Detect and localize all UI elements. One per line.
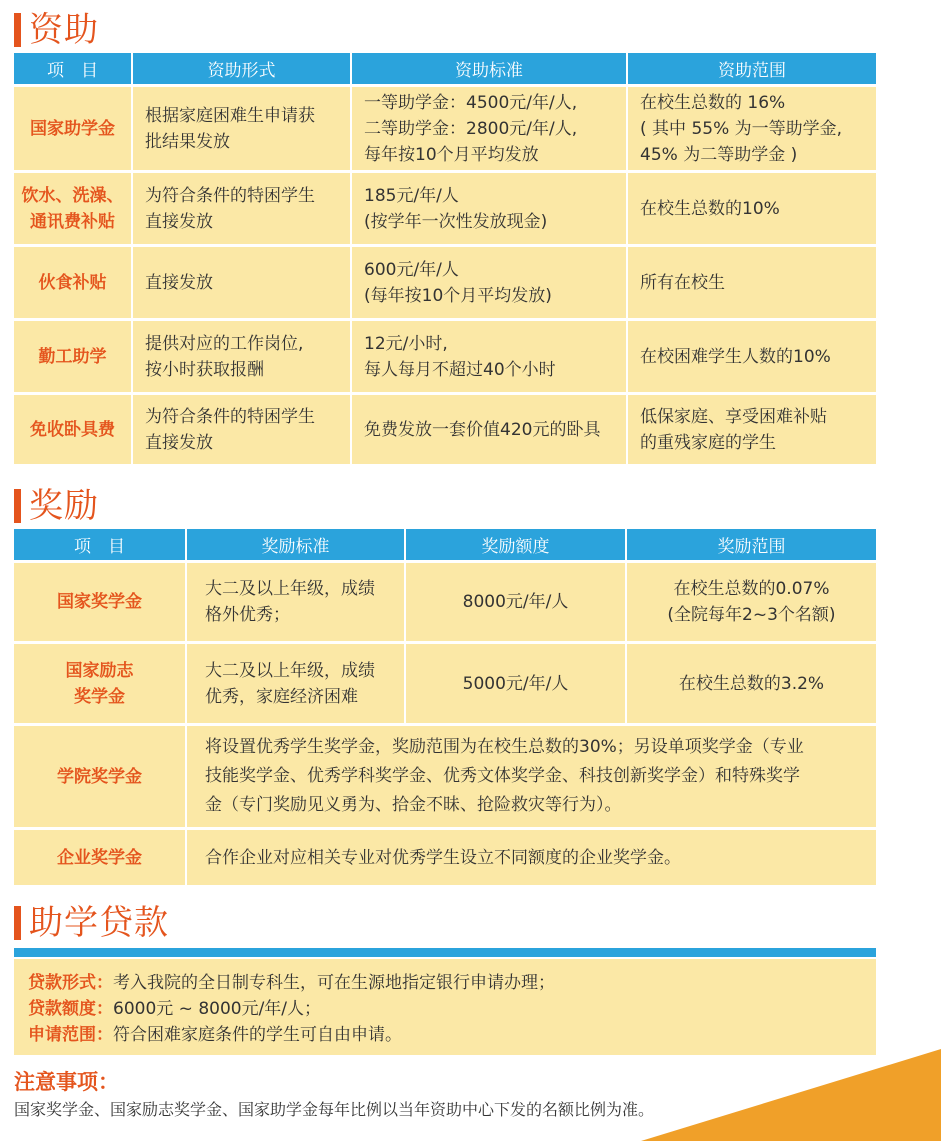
table-row bbox=[14, 560, 876, 641]
table-header-cell: 奖励范围 bbox=[627, 529, 876, 560]
table-cell: 在校生总数的3.2% bbox=[627, 641, 876, 723]
row-item-name: 免收卧具费 bbox=[14, 392, 133, 464]
table-cell-wide: 合作企业对应相关专业对优秀学生设立不同额度的企业奖学金。 bbox=[187, 827, 876, 885]
table-cell: 免费发放一套价值420元的卧具 bbox=[352, 392, 628, 464]
table-cell: 提供对应的工作岗位, 按小时获取报酬 bbox=[133, 318, 352, 392]
table-cell: 所有在校生 bbox=[628, 244, 876, 318]
loan-header-bar bbox=[14, 948, 876, 957]
aid-table-header-row bbox=[14, 53, 876, 84]
note-title: 注意事项： bbox=[14, 1070, 119, 1094]
row-item-name: 国家助学金 bbox=[14, 84, 133, 170]
table-header-cell: 项 目 bbox=[14, 529, 187, 560]
section-title-text: 奖励 bbox=[29, 486, 99, 526]
table-row bbox=[14, 392, 876, 464]
table-cell: 大二及以上年级，成绩 格外优秀； bbox=[187, 560, 406, 641]
table-cell: 大二及以上年级，成绩 优秀，家庭经济困难 bbox=[187, 641, 406, 723]
row-item-name: 饮水、洗澡、 通讯费补贴 bbox=[14, 170, 133, 244]
table-cell: 为符合条件的特困学生 直接发放 bbox=[133, 170, 352, 244]
row-item-name: 国家奖学金 bbox=[14, 560, 187, 641]
loan-label: 贷款额度： bbox=[28, 999, 113, 1019]
row-item-name: 学院奖学金 bbox=[14, 723, 187, 827]
loan-line bbox=[28, 1022, 862, 1048]
loan-line bbox=[28, 996, 862, 1022]
table-cell: 一等助学金：4500元/年/人, 二等助学金：2800元/年/人, 每年按10个月平均发放 bbox=[352, 84, 628, 170]
title-accent-bar bbox=[14, 13, 21, 47]
row-item-name: 伙食补贴 bbox=[14, 244, 133, 318]
table-header-cell: 项 目 bbox=[14, 53, 133, 84]
table-header-cell: 资助形式 bbox=[133, 53, 352, 84]
loan-text: 考入我院的全日制专科生，可在生源地指定银行申请办理； bbox=[113, 973, 555, 993]
decorative-corner-triangle bbox=[641, 1049, 941, 1141]
table-cell: 在校生总数的 16% ( 其中 55% 为一等助学金, 45% 为二等助学金 ) bbox=[628, 84, 876, 170]
loan-label: 申请范围： bbox=[28, 1025, 113, 1045]
award-table bbox=[14, 529, 876, 885]
section-title-text: 助学贷款 bbox=[29, 903, 169, 943]
note-text: 国家奖学金、国家励志奖学金、国家助学金每年比例以当年资助中心下发的名额比例为准。 bbox=[14, 1100, 655, 1119]
table-header-cell: 奖励额度 bbox=[406, 529, 627, 560]
section-title-text: 资助 bbox=[29, 10, 99, 50]
loan-text: 符合困难家庭条件的学生可自由申请。 bbox=[113, 1025, 402, 1045]
award-table-header-row bbox=[14, 529, 876, 560]
table-cell: 低保家庭、享受困难补贴 的重残家庭的学生 bbox=[628, 392, 876, 464]
row-item-name: 企业奖学金 bbox=[14, 827, 187, 885]
table-row bbox=[14, 84, 876, 170]
table-cell: 5000元/年/人 bbox=[406, 641, 627, 723]
section-title-aid bbox=[14, 10, 99, 50]
table-cell: 在校困难学生人数的10% bbox=[628, 318, 876, 392]
table-cell: 在校生总数的0.07% (全院每年2~3个名额) bbox=[627, 560, 876, 641]
table-row bbox=[14, 318, 876, 392]
table-cell: 为符合条件的特困学生 直接发放 bbox=[133, 392, 352, 464]
table-cell: 12元/小时, 每人每月不超过40个小时 bbox=[352, 318, 628, 392]
table-row bbox=[14, 170, 876, 244]
table-row bbox=[14, 827, 876, 885]
loan-line bbox=[28, 970, 862, 996]
table-cell: 直接发放 bbox=[133, 244, 352, 318]
table-row bbox=[14, 244, 876, 318]
table-cell: 8000元/年/人 bbox=[406, 560, 627, 641]
table-header-cell: 奖励标准 bbox=[187, 529, 406, 560]
loan-info-box bbox=[14, 959, 876, 1055]
section-title-award bbox=[14, 486, 99, 526]
table-header-cell: 资助范围 bbox=[628, 53, 876, 84]
section-title-loan bbox=[14, 903, 169, 943]
table-cell: 185元/年/人 (按学年一次性发放现金) bbox=[352, 170, 628, 244]
table-cell: 在校生总数的10% bbox=[628, 170, 876, 244]
title-accent-bar bbox=[14, 489, 21, 523]
aid-table bbox=[14, 53, 876, 464]
table-cell: 根据家庭困难生申请获 批结果发放 bbox=[133, 84, 352, 170]
table-row bbox=[14, 723, 876, 827]
row-item-name: 国家励志 奖学金 bbox=[14, 641, 187, 723]
table-header-cell: 资助标准 bbox=[352, 53, 628, 84]
title-accent-bar bbox=[14, 906, 21, 940]
loan-label: 贷款形式： bbox=[28, 973, 113, 993]
table-row bbox=[14, 641, 876, 723]
table-cell: 600元/年/人 (每年按10个月平均发放) bbox=[352, 244, 628, 318]
row-item-name: 勤工助学 bbox=[14, 318, 133, 392]
table-cell-wide: 将设置优秀学生奖学金，奖励范围为在校生总数的30%；另设单项奖学金（专业 技能奖学金、优秀学科奖学金、优秀文体奖学金、科技创新奖学金）和特殊奖学 金（专门奖励见义勇为、拾金不昧、抢险救灾等行为）。 bbox=[187, 723, 876, 827]
loan-text: 6000元 ~ 8000元/年/人； bbox=[113, 999, 322, 1019]
